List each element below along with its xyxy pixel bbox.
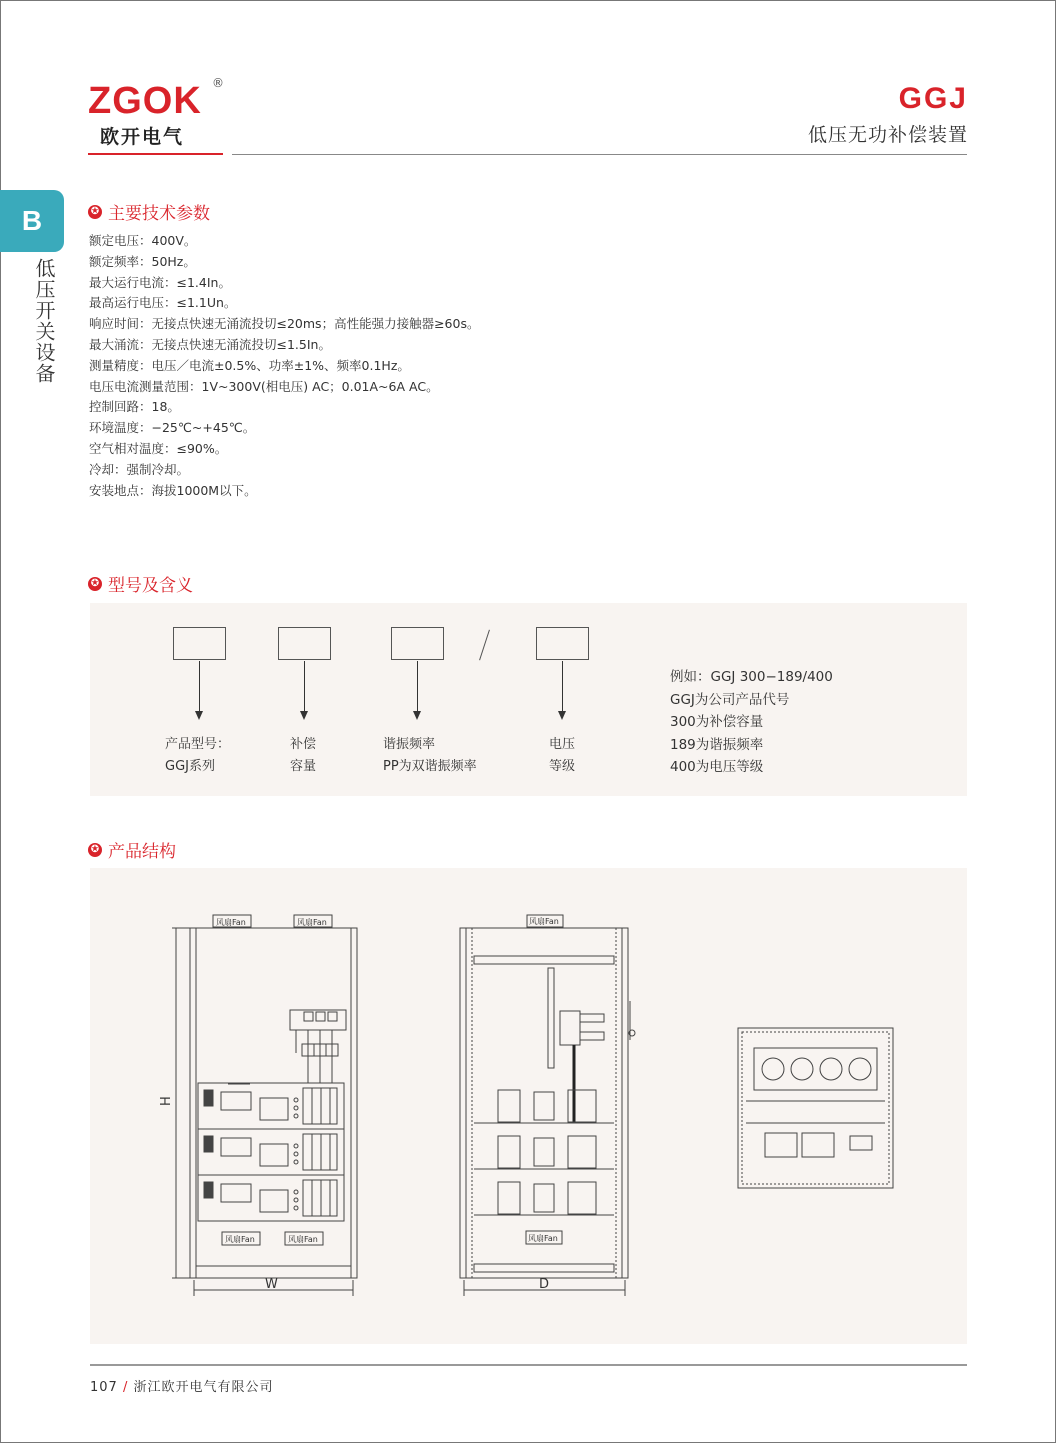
footer-divider — [90, 1364, 967, 1366]
arrow-head-icon — [195, 711, 203, 720]
structure-panel — [90, 868, 967, 1344]
structure-drawings — [90, 868, 967, 1344]
param-line: 额定电压：400V。 — [89, 233, 197, 248]
category-tab: B — [0, 190, 64, 252]
arrow-head-icon — [300, 711, 308, 720]
arrow-line — [562, 661, 563, 711]
model-field-box — [173, 627, 226, 660]
field-label-line: PP为双谐振频率 — [383, 759, 477, 774]
field-label-line: 等级 — [549, 759, 576, 774]
param-line: 最大运行电流：≤1.4In。 — [89, 274, 231, 290]
field-label-line: 补偿 — [290, 737, 317, 752]
params-section-title — [88, 199, 210, 224]
field-label-product — [165, 734, 230, 778]
model-example — [670, 666, 833, 779]
param-line: 额定频率：50Hz。 — [89, 253, 196, 269]
field-label-line: 产品型号： — [165, 737, 231, 752]
params-list — [89, 231, 479, 501]
bullet-star-icon: ✪ — [88, 843, 102, 857]
arrow-line — [199, 661, 200, 711]
height-label: H — [159, 1096, 174, 1106]
param-line: 最高运行电压：≤1.1Un。 — [89, 295, 237, 311]
model-separator-slash — [479, 630, 490, 661]
category-label: 低压开关设备 — [32, 258, 56, 384]
model-meaning-panel — [90, 603, 967, 796]
fan-label: 风扇Fan — [288, 1235, 318, 1244]
field-label-frequency — [383, 734, 477, 778]
example-line: 189为谐振频率 — [670, 736, 764, 753]
width-label: W — [265, 1277, 278, 1292]
fan-label: 风扇Fan — [528, 1234, 558, 1243]
param-line: 测量精度：电压／电流±0.5%、功率±1%、频率0.1Hz。 — [89, 357, 410, 373]
fan-label: 风扇Fan — [529, 917, 559, 926]
field-label-voltage — [549, 734, 575, 778]
model-section-title — [88, 571, 193, 596]
example-line: 例如：GGJ 300−189/400 — [670, 669, 833, 685]
fan-label: 风扇Fan — [225, 1235, 255, 1244]
model-name: 低压无功补偿装置 — [807, 124, 968, 146]
model-title-text: 型号及含义 — [108, 576, 193, 596]
top-view-drawing — [738, 1028, 893, 1188]
field-label-line: 容量 — [290, 759, 317, 774]
bullet-star-icon: ✪ — [88, 577, 102, 591]
params-title-text: 主要技术参数 — [108, 204, 210, 224]
model-code: GGJ — [898, 82, 968, 115]
front-view-labels — [159, 917, 327, 1292]
example-line: GGJ为公司产品代号 — [670, 691, 790, 708]
arrow-head-icon — [413, 711, 421, 720]
registered-mark: ® — [212, 76, 224, 90]
param-line: 环境温度：−25℃~+45℃。 — [89, 420, 256, 436]
page-footer — [90, 1376, 274, 1395]
bullet-star-icon: ✪ — [88, 205, 102, 219]
footer-separator: / — [117, 1380, 134, 1395]
depth-label: D — [539, 1277, 550, 1292]
brand-name: ZGOK — [88, 80, 202, 122]
param-line: 安装地点：海拔1000M以下。 — [89, 482, 257, 498]
param-line: 最大涌流：无接点快速无涌流投切≤1.5In。 — [89, 336, 331, 352]
model-field-box — [278, 627, 331, 660]
param-line: 空气相对温度：≤90%。 — [89, 440, 228, 456]
logo-underline — [88, 153, 223, 155]
field-label-line: 谐振频率 — [383, 737, 436, 752]
company-name: 浙江欧开电气有限公司 — [133, 1380, 274, 1395]
structure-section-title — [88, 837, 176, 862]
model-field-box — [391, 627, 444, 660]
fan-label: 风扇Fan — [297, 918, 327, 927]
param-line: 响应时间：无接点快速无涌流投切≤20ms；高性能强力接触器≥60s。 — [89, 316, 480, 332]
example-line: 300为补偿容量 — [670, 714, 764, 730]
example-line: 400为电压等级 — [670, 759, 764, 775]
arrow-line — [304, 661, 305, 711]
param-line: 电压电流测量范围：1V~300V(相电压) AC；0.01A~6A AC。 — [89, 378, 439, 394]
field-label-line: GGJ系列 — [165, 759, 215, 774]
brand-chinese-name: 欧开电气 — [100, 126, 185, 148]
brand-logo — [88, 76, 224, 149]
structure-title-text: 产品结构 — [108, 842, 176, 862]
fan-label: 风扇Fan — [216, 918, 246, 927]
param-line: 控制回路：18。 — [89, 399, 180, 415]
arrow-line — [417, 661, 418, 711]
arrow-head-icon — [558, 711, 566, 720]
header-divider — [232, 154, 967, 155]
page-number: 107 — [90, 1380, 118, 1395]
model-field-box — [536, 627, 589, 660]
front-view-drawing — [172, 915, 357, 1296]
param-line: 冷却：强制冷却。 — [89, 461, 190, 477]
field-label-line: 电压 — [549, 737, 576, 752]
field-label-capacity — [290, 734, 316, 778]
